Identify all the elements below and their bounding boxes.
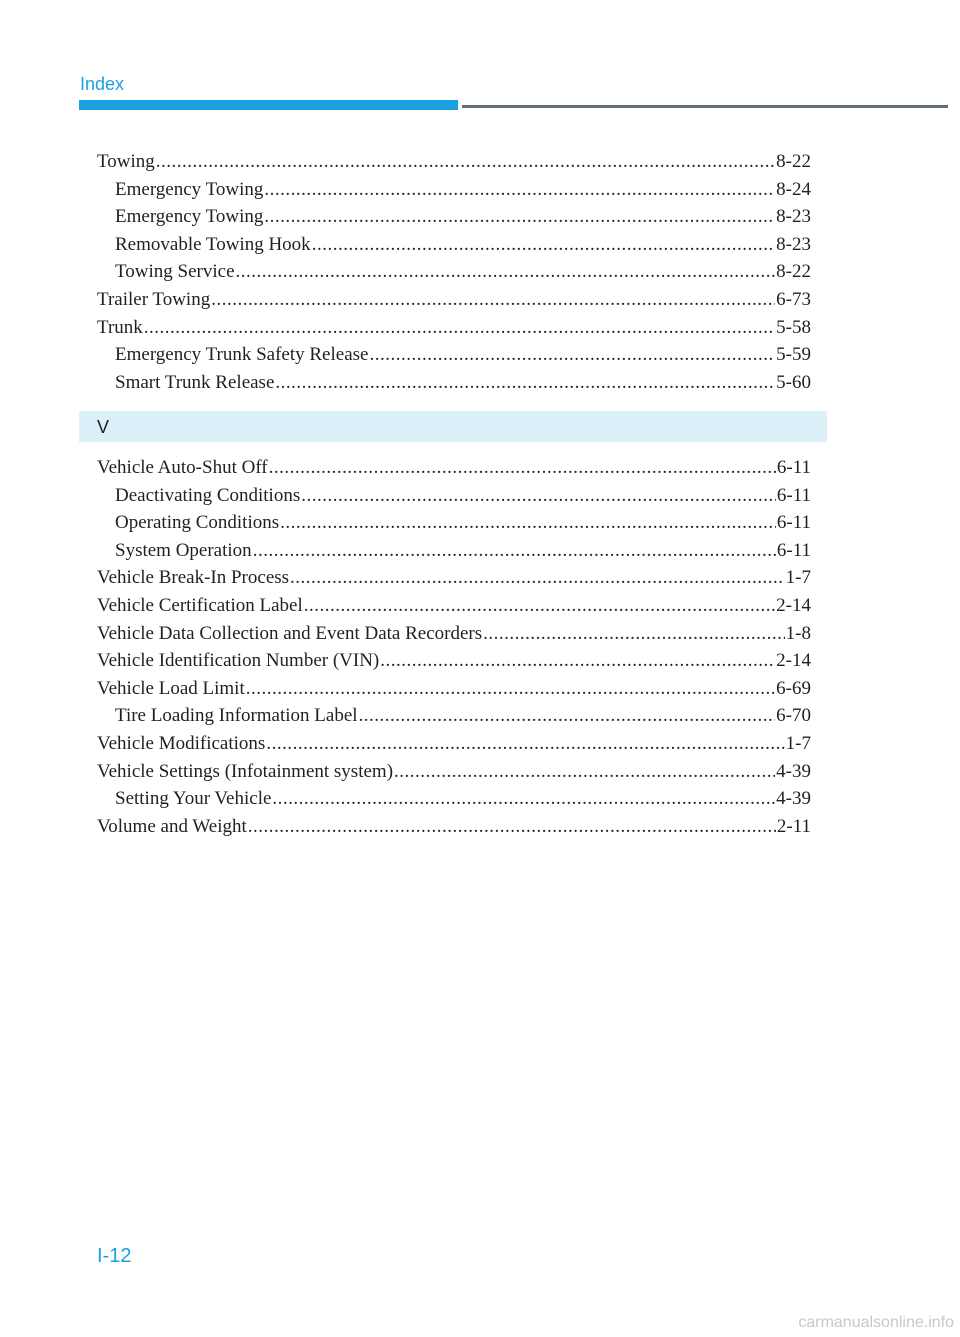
entry-label: Smart Trunk Release [115,371,275,393]
entry-label: Emergency Towing [115,206,264,228]
entry-page: 5-59 [776,344,811,366]
dot-leader [301,482,776,510]
index-entry [97,592,811,620]
index-entry [97,564,811,592]
entry-label: Tire Loading Information Label [115,705,358,727]
entry-label: Operating Conditions [115,512,280,534]
dot-leader [211,286,775,314]
dot-leader [266,730,784,758]
entry-label: Trailer Towing [97,288,211,310]
entry-page: 6-11 [776,457,811,478]
dot-leader [246,675,775,703]
entry-label: Vehicle Data Collection and Event Data Recorders [97,622,483,644]
dot-leader [380,647,775,675]
entry-page: 1-8 [785,622,811,644]
dot-leader [264,203,775,231]
entry-label: Deactivating Conditions [115,484,301,506]
index-subentry [97,231,811,259]
entry-label: Vehicle Modifications [97,732,266,754]
section-header-v [79,411,827,442]
index-entry [97,148,811,176]
index-subentry [97,785,811,813]
dot-leader [304,592,775,620]
dot-leader [369,341,775,369]
entry-page: 8-22 [776,261,811,283]
entry-page: 1-7 [785,567,811,589]
entry-label: System Operation [115,539,252,561]
index-entry [97,647,811,675]
entry-page: 1-7 [785,732,811,754]
header-rule-gray [462,105,948,108]
index-subentry [97,482,811,510]
index-subentry [97,369,811,397]
entry-label: Vehicle Settings (Infotainment system) [97,760,394,782]
entry-label: Vehicle Identification Number (VIN) [97,650,380,672]
index-entry [97,314,811,342]
index-subentry [97,509,811,537]
dot-leader [280,509,776,537]
index-entry [97,675,811,703]
entry-page: 8-22 [776,151,811,172]
entry-page: 8-23 [776,206,811,228]
index-subentry [97,702,811,730]
entry-label: Volume and Weight [97,815,247,837]
header-rule-blue [79,100,458,110]
entry-page: 4-39 [776,760,811,782]
index-entry [97,454,811,482]
entry-page: 8-23 [776,233,811,255]
watermark: carmanualsonline.info [798,1314,954,1331]
dot-leader [275,369,775,397]
dot-leader [264,176,775,204]
header-title: Index [80,74,125,94]
entry-label: Towing Service [115,261,235,283]
dot-leader [359,702,776,730]
dot-leader [269,454,776,482]
dot-leader [144,314,775,342]
dot-leader [483,620,785,648]
index-subentry [97,203,811,231]
entry-page: 6-73 [776,288,811,310]
entry-page: 5-60 [776,371,811,393]
index-subentry [97,341,811,369]
dot-leader [272,785,775,813]
entry-page: 4-39 [776,788,811,810]
entry-label: Removable Towing Hook [115,233,311,255]
dot-leader [253,537,776,565]
index-entries-top [97,148,811,396]
entry-page: 2-11 [776,815,811,837]
entry-label: Emergency Towing [115,178,264,200]
index-subentry [97,258,811,286]
entry-page: 6-11 [776,539,811,561]
entry-page: 6-70 [776,705,811,727]
index-entry [97,286,811,314]
entry-label: Vehicle Break-In Process [97,567,290,589]
entry-page: 6-69 [776,677,811,699]
dot-leader [290,564,785,592]
entry-label: Trunk [97,316,143,338]
dot-leader [312,231,775,259]
page-number: I-12 [97,1245,132,1267]
entry-page: 5-58 [776,316,811,338]
entry-label: Towing [97,151,155,172]
section-letter: V [97,417,110,437]
index-entry [97,758,811,786]
index-subentry [97,176,811,204]
entry-label: Vehicle Load Limit [97,677,245,699]
entry-label: Setting Your Vehicle [115,788,272,810]
dot-leader [248,813,776,841]
entry-page: 8-24 [776,178,811,200]
index-subentry [97,537,811,565]
entry-label: Emergency Trunk Safety Release [115,344,369,366]
dot-leader [236,258,776,286]
dot-leader [394,758,775,786]
entry-page: 2-14 [776,650,811,672]
index-entries-bottom [97,454,811,840]
entry-label: Vehicle Certification Label [97,594,303,616]
entry-page: 6-11 [776,484,811,506]
entry-page: 6-11 [776,512,811,534]
index-entry [97,813,811,841]
entry-label: Vehicle Auto-Shut Off [97,457,268,478]
index-entry [97,730,811,758]
entry-page: 2-14 [776,594,811,616]
index-entry [97,620,811,648]
dot-leader [156,148,775,176]
